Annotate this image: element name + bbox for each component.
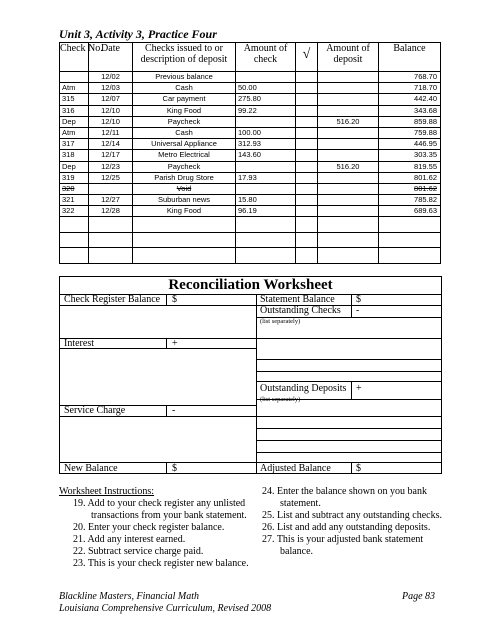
vrule-center	[256, 294, 257, 474]
rule-checks-5	[256, 381, 441, 382]
instruction-item: balance.	[280, 546, 314, 557]
check-register-dollar: $	[172, 294, 177, 305]
rule-row-1	[60, 305, 441, 306]
cell-tick	[296, 83, 318, 94]
instructions-left	[59, 486, 249, 570]
instruction-item: 24. Enter the balance shown on you bank	[262, 486, 427, 497]
cell-description: King Food	[133, 105, 236, 116]
adjusted-balance-dollar: $	[356, 463, 361, 474]
cell-amount-check	[236, 161, 296, 172]
table-row	[60, 195, 441, 206]
instruction-item: 19. Add to your check register any unlisted	[73, 498, 246, 509]
cell-description: Universal Appliance	[133, 139, 236, 150]
list-separately-checks: (list separately)	[260, 318, 301, 325]
table-row	[60, 161, 441, 172]
cell-amount-deposit	[318, 105, 379, 116]
outstanding-deposits-label: Outstanding Deposits	[260, 383, 347, 394]
outstanding-checks-minus: -	[356, 305, 360, 316]
cell-amount-deposit	[318, 195, 379, 206]
table-row	[60, 150, 441, 161]
rule-deposits-5	[256, 452, 441, 453]
cell-balance: 303.35	[379, 150, 441, 161]
cell-tick	[296, 150, 318, 161]
cell-date: 12/25	[89, 172, 133, 183]
table-row	[60, 172, 441, 183]
cell-date: 12/27	[89, 195, 133, 206]
cell-balance: 718.70	[379, 83, 441, 94]
adjusted-balance-label: Adjusted Balance	[260, 463, 331, 474]
cell-amount-check: 275.80	[236, 94, 296, 105]
cell-tick	[296, 72, 318, 83]
cell-amount-deposit	[318, 139, 379, 150]
blank-row	[60, 248, 441, 264]
header-check-no: Check No.	[60, 43, 89, 72]
cell-amount-deposit	[318, 183, 379, 194]
cell-tick	[296, 172, 318, 183]
cell-date: 12/10	[89, 116, 133, 127]
statement-dollar: $	[356, 294, 361, 305]
vrule-top-left	[166, 294, 167, 305]
cell-description: Paycheck	[133, 161, 236, 172]
cell-balance: 819.55	[379, 161, 441, 172]
outstanding-deposits-plus: +	[356, 383, 362, 394]
rule-checks-2	[256, 338, 441, 339]
table-row	[60, 116, 441, 127]
header-date: Date	[89, 43, 133, 72]
cell-tick	[296, 183, 318, 194]
rule-deposits-2	[256, 416, 441, 417]
cell-date: 12/03	[89, 83, 133, 94]
cell-date: 12/10	[89, 105, 133, 116]
table-row	[60, 72, 441, 83]
rule-checks-4	[256, 371, 441, 372]
cell-amount-deposit	[318, 150, 379, 161]
instruction-item: statement.	[280, 498, 321, 509]
cell-date: 12/28	[89, 206, 133, 217]
table-row	[60, 94, 441, 105]
vrule-right-deposits	[351, 381, 352, 399]
cell-amount-check: 17.93	[236, 172, 296, 183]
cell-amount-check: 50.00	[236, 83, 296, 94]
cell-check-no: Atm	[60, 83, 89, 94]
register-header-row	[60, 43, 441, 72]
vrule-bottom-left	[166, 462, 167, 474]
cell-balance: 801.62	[379, 183, 441, 194]
table-row	[60, 83, 441, 94]
cell-balance: 768.70	[379, 72, 441, 83]
cell-check-no: 319	[60, 172, 89, 183]
cell-check-no: 315	[60, 94, 89, 105]
cell-check-no: 316	[60, 105, 89, 116]
check-register-table	[59, 42, 441, 264]
footer-curriculum: Louisiana Comprehensive Curriculum, Revised 2008	[59, 603, 272, 614]
cell-check-no: 321	[60, 195, 89, 206]
cell-description: Void	[133, 183, 236, 194]
cell-description: King Food	[133, 206, 236, 217]
cell-balance: 759.88	[379, 127, 441, 138]
cell-amount-check: 312.93	[236, 139, 296, 150]
cell-description: Parish Drug Store	[133, 172, 236, 183]
cell-amount-check	[236, 116, 296, 127]
footer-source: Blackline Masters, Financial Math	[59, 591, 199, 602]
cell-check-no: 318	[60, 150, 89, 161]
cell-amount-deposit: 516.20	[318, 161, 379, 172]
cell-description: Car payment	[133, 94, 236, 105]
instruction-item: 23. This is your check register new balance.	[73, 558, 249, 569]
cell-date: 12/11	[89, 127, 133, 138]
interest-label: Interest	[64, 338, 94, 349]
cell-balance: 442.40	[379, 94, 441, 105]
cell-amount-deposit	[318, 172, 379, 183]
reconciliation-worksheet	[59, 276, 442, 474]
instruction-item: 27. This is your adjusted bank statement	[262, 534, 424, 545]
cell-balance: 859.88	[379, 116, 441, 127]
cell-amount-deposit	[318, 94, 379, 105]
instructions-title: Worksheet Instructions:	[59, 486, 155, 497]
check-register-balance-label: Check Register Balance	[64, 294, 161, 305]
blank-row	[60, 217, 441, 233]
cell-balance: 446.95	[379, 139, 441, 150]
cell-amount-deposit: 516.20	[318, 116, 379, 127]
header-tick: √	[296, 43, 318, 72]
cell-check-no: 322	[60, 206, 89, 217]
cell-check-no: Dep	[60, 116, 89, 127]
instruction-item: transactions from your bank statement.	[91, 510, 247, 521]
cell-date	[89, 183, 133, 194]
cell-date: 12/02	[89, 72, 133, 83]
cell-balance: 343.68	[379, 105, 441, 116]
service-charge-label: Service Charge	[64, 405, 126, 416]
rule-deposits-3	[256, 428, 441, 429]
cell-description: Paycheck	[133, 116, 236, 127]
rule-deposits-4	[256, 440, 441, 441]
cell-check-no: Atm	[60, 127, 89, 138]
cell-check-no	[60, 72, 89, 83]
instruction-item: 20. Enter your check register balance.	[73, 522, 225, 533]
interest-plus: +	[172, 338, 178, 349]
header-amount-check: Amount of check	[236, 43, 296, 72]
new-balance-dollar: $	[172, 463, 177, 474]
cell-date: 12/23	[89, 161, 133, 172]
cell-description: Suburban news	[133, 195, 236, 206]
cell-tick	[296, 116, 318, 127]
cell-check-no: 320	[60, 183, 89, 194]
cell-tick	[296, 127, 318, 138]
cell-balance: 801.62	[379, 172, 441, 183]
activity-heading: Unit 3, Activity 3, Practice Four	[59, 27, 217, 41]
cell-balance: 689.63	[379, 206, 441, 217]
rule-left-service-bottom	[60, 416, 256, 417]
header-balance: Balance	[379, 43, 441, 72]
outstanding-checks-label: Outstanding Checks	[260, 305, 341, 316]
list-separately-deposits: (list separately)	[260, 396, 301, 403]
vrule-right-bottom	[351, 462, 352, 474]
footer-page-number: Page 83	[402, 591, 436, 602]
cell-description: Previous balance	[133, 72, 236, 83]
cell-amount-check: 100.00	[236, 127, 296, 138]
header-description: Checks issued to or description of deposit	[133, 43, 236, 72]
rule-checks-3	[256, 359, 441, 360]
service-charge-minus: -	[172, 405, 176, 416]
cell-tick	[296, 105, 318, 116]
cell-amount-check: 96.19	[236, 206, 296, 217]
cell-amount-check: 99.22	[236, 105, 296, 116]
cell-check-no: Dep	[60, 161, 89, 172]
cell-amount-check	[236, 72, 296, 83]
cell-check-no: 317	[60, 139, 89, 150]
cell-tick	[296, 206, 318, 217]
instruction-item: 26. List and add any outstanding deposits.	[262, 522, 431, 533]
cell-description: Cash	[133, 127, 236, 138]
table-row-void	[60, 183, 441, 194]
cell-amount-check: 15.80	[236, 195, 296, 206]
cell-tick	[296, 139, 318, 150]
vrule-service	[166, 405, 167, 416]
instruction-item: 22. Subtract service charge paid.	[73, 546, 204, 557]
cell-amount-check	[236, 183, 296, 194]
statement-balance-label: Statement Balance	[260, 294, 335, 305]
cell-date: 12/07	[89, 94, 133, 105]
cell-tick	[296, 161, 318, 172]
table-row	[60, 127, 441, 138]
cell-description: Metro Electrical	[133, 150, 236, 161]
blank-row	[60, 232, 441, 248]
table-row	[60, 206, 441, 217]
header-amount-deposit: Amount of deposit	[318, 43, 379, 72]
table-row	[60, 139, 441, 150]
cell-description: Cash	[133, 83, 236, 94]
table-row	[60, 105, 441, 116]
cell-date: 12/17	[89, 150, 133, 161]
cell-amount-check: 143.60	[236, 150, 296, 161]
cell-tick	[296, 195, 318, 206]
worksheet-title: Reconciliation Worksheet	[168, 277, 333, 293]
instructions-right	[262, 486, 442, 558]
cell-tick	[296, 94, 318, 105]
new-balance-label: New Balance	[64, 463, 118, 474]
cell-amount-deposit	[318, 83, 379, 94]
vrule-right-top	[351, 294, 352, 317]
instruction-item: 25. List and subtract any outstanding checks.	[262, 510, 442, 521]
cell-balance: 785.82	[379, 195, 441, 206]
instruction-item: 21. Add any interest earned.	[73, 534, 186, 545]
cell-amount-deposit	[318, 206, 379, 217]
cell-amount-deposit	[318, 127, 379, 138]
cell-date: 12/14	[89, 139, 133, 150]
cell-amount-deposit	[318, 72, 379, 83]
vrule-interest	[166, 338, 167, 348]
